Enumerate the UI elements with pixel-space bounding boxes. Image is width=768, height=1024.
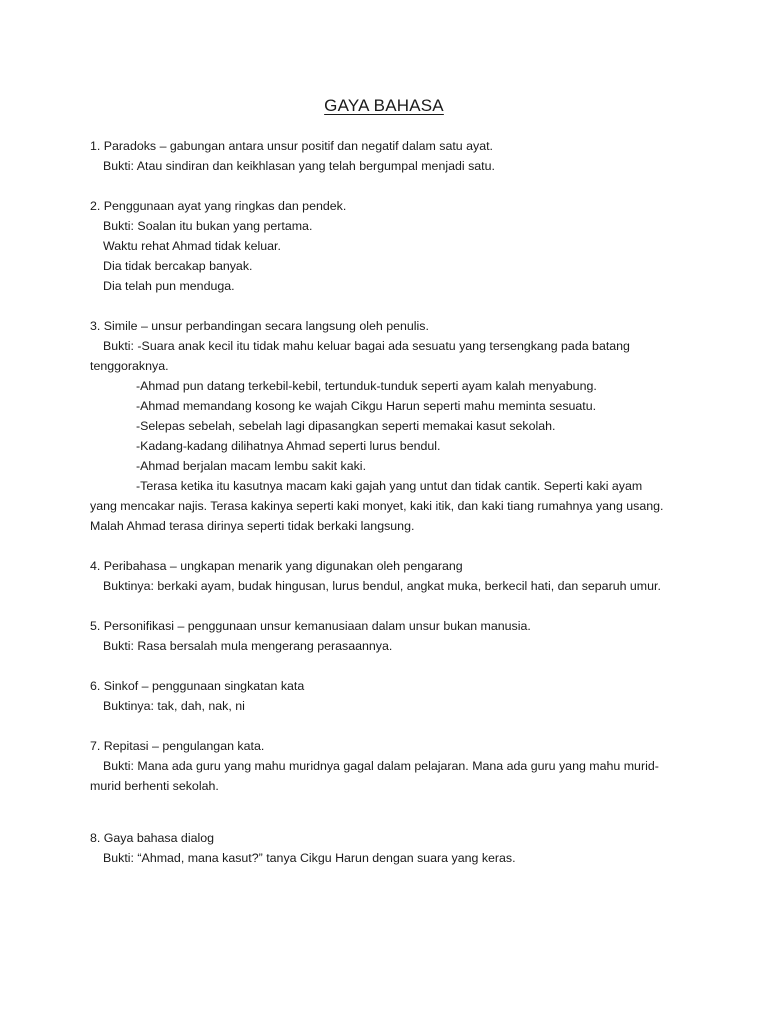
example-line-continued: Malah Ahmad terasa dirinya seperti tidak berkaki langsung. [90, 519, 415, 533]
page-title: GAYA BAHASA [324, 96, 444, 115]
example-line: Dia tidak bercakap banyak. [103, 259, 253, 273]
section-repitasi [90, 736, 676, 796]
section-simile [90, 316, 676, 536]
section-bukti: Bukti: Mana ada guru yang mahu muridnya gagal dalam pelajaran. Mana ada guru yang mahu murid- [103, 759, 659, 773]
section-dialog [90, 828, 676, 868]
section-bukti: Bukti: Soalan itu bukan yang pertama. [103, 219, 313, 233]
section-bukti-continued: murid berhenti sekolah. [90, 779, 219, 793]
section-bukti: Buktinya: tak, dah, nak, ni [103, 699, 245, 713]
section-bukti: Bukti: “Ahmad, mana kasut?” tanya Cikgu Harun dengan suara yang keras. [103, 851, 516, 865]
section-paradoks [90, 136, 676, 176]
example-line: -Kadang-kadang dilihatnya Ahmad seperti lurus bendul. [136, 439, 441, 453]
section-heading: 4. Peribahasa – ungkapan menarik yang digunakan oleh pengarang [90, 559, 463, 573]
example-line: -Ahmad berjalan macam lembu sakit kaki. [136, 459, 367, 473]
example-line: -Ahmad memandang kosong ke wajah Cikgu Harun seperti mahu meminta sesuatu. [136, 399, 597, 413]
section-ayat-ringkas [90, 196, 676, 296]
example-line: -Selepas sebelah, sebelah lagi dipasangkan seperti memakai kasut sekolah. [136, 419, 556, 433]
example-line-continued: yang mencakar najis. Terasa kakinya seperti kaki monyet, kaki itik, dan kaki tiang rumahnya yang usang. [90, 499, 664, 513]
section-heading: 6. Sinkof – penggunaan singkatan kata [90, 679, 305, 693]
section-heading: 1. Paradoks – gabungan antara unsur positif dan negatif dalam satu ayat. [90, 139, 493, 153]
section-bukti: Bukti: Rasa bersalah mula mengerang perasaannya. [103, 639, 393, 653]
section-heading: 3. Simile – unsur perbandingan secara langsung oleh penulis. [90, 319, 429, 333]
section-heading: 7. Repitasi – pengulangan kata. [90, 739, 265, 753]
section-peribahasa [90, 556, 676, 596]
section-personifikasi [90, 616, 676, 656]
section-bukti: Bukti: -Suara anak kecil itu tidak mahu keluar bagai ada sesuatu yang tersengkang pada batang [103, 339, 630, 353]
section-heading: 2. Penggunaan ayat yang ringkas dan pendek. [90, 199, 347, 213]
example-line: -Terasa ketika itu kasutnya macam kaki gajah yang untut dan tidak cantik. Seperti kaki ayam [136, 479, 643, 493]
section-heading: 8. Gaya bahasa dialog [90, 831, 214, 845]
example-line: Dia telah pun menduga. [103, 279, 235, 293]
section-bukti-continued: tenggoraknya. [90, 359, 169, 373]
document-body [90, 136, 676, 868]
section-bukti: Bukti: Atau sindiran dan keikhlasan yang telah bergumpal menjadi satu. [103, 159, 495, 173]
example-line: -Ahmad pun datang terkebil-kebil, tertunduk-tunduk seperti ayam kalah menyabung. [136, 379, 597, 393]
example-line: Waktu rehat Ahmad tidak keluar. [103, 239, 281, 253]
section-bukti: Buktinya: berkaki ayam, budak hingusan, lurus bendul, angkat muka, berkecil hati, dan separuh umur. [103, 579, 661, 593]
section-sinkof [90, 676, 676, 716]
section-heading: 5. Personifikasi – penggunaan unsur kemanusiaan dalam unsur bukan manusia. [90, 619, 531, 633]
